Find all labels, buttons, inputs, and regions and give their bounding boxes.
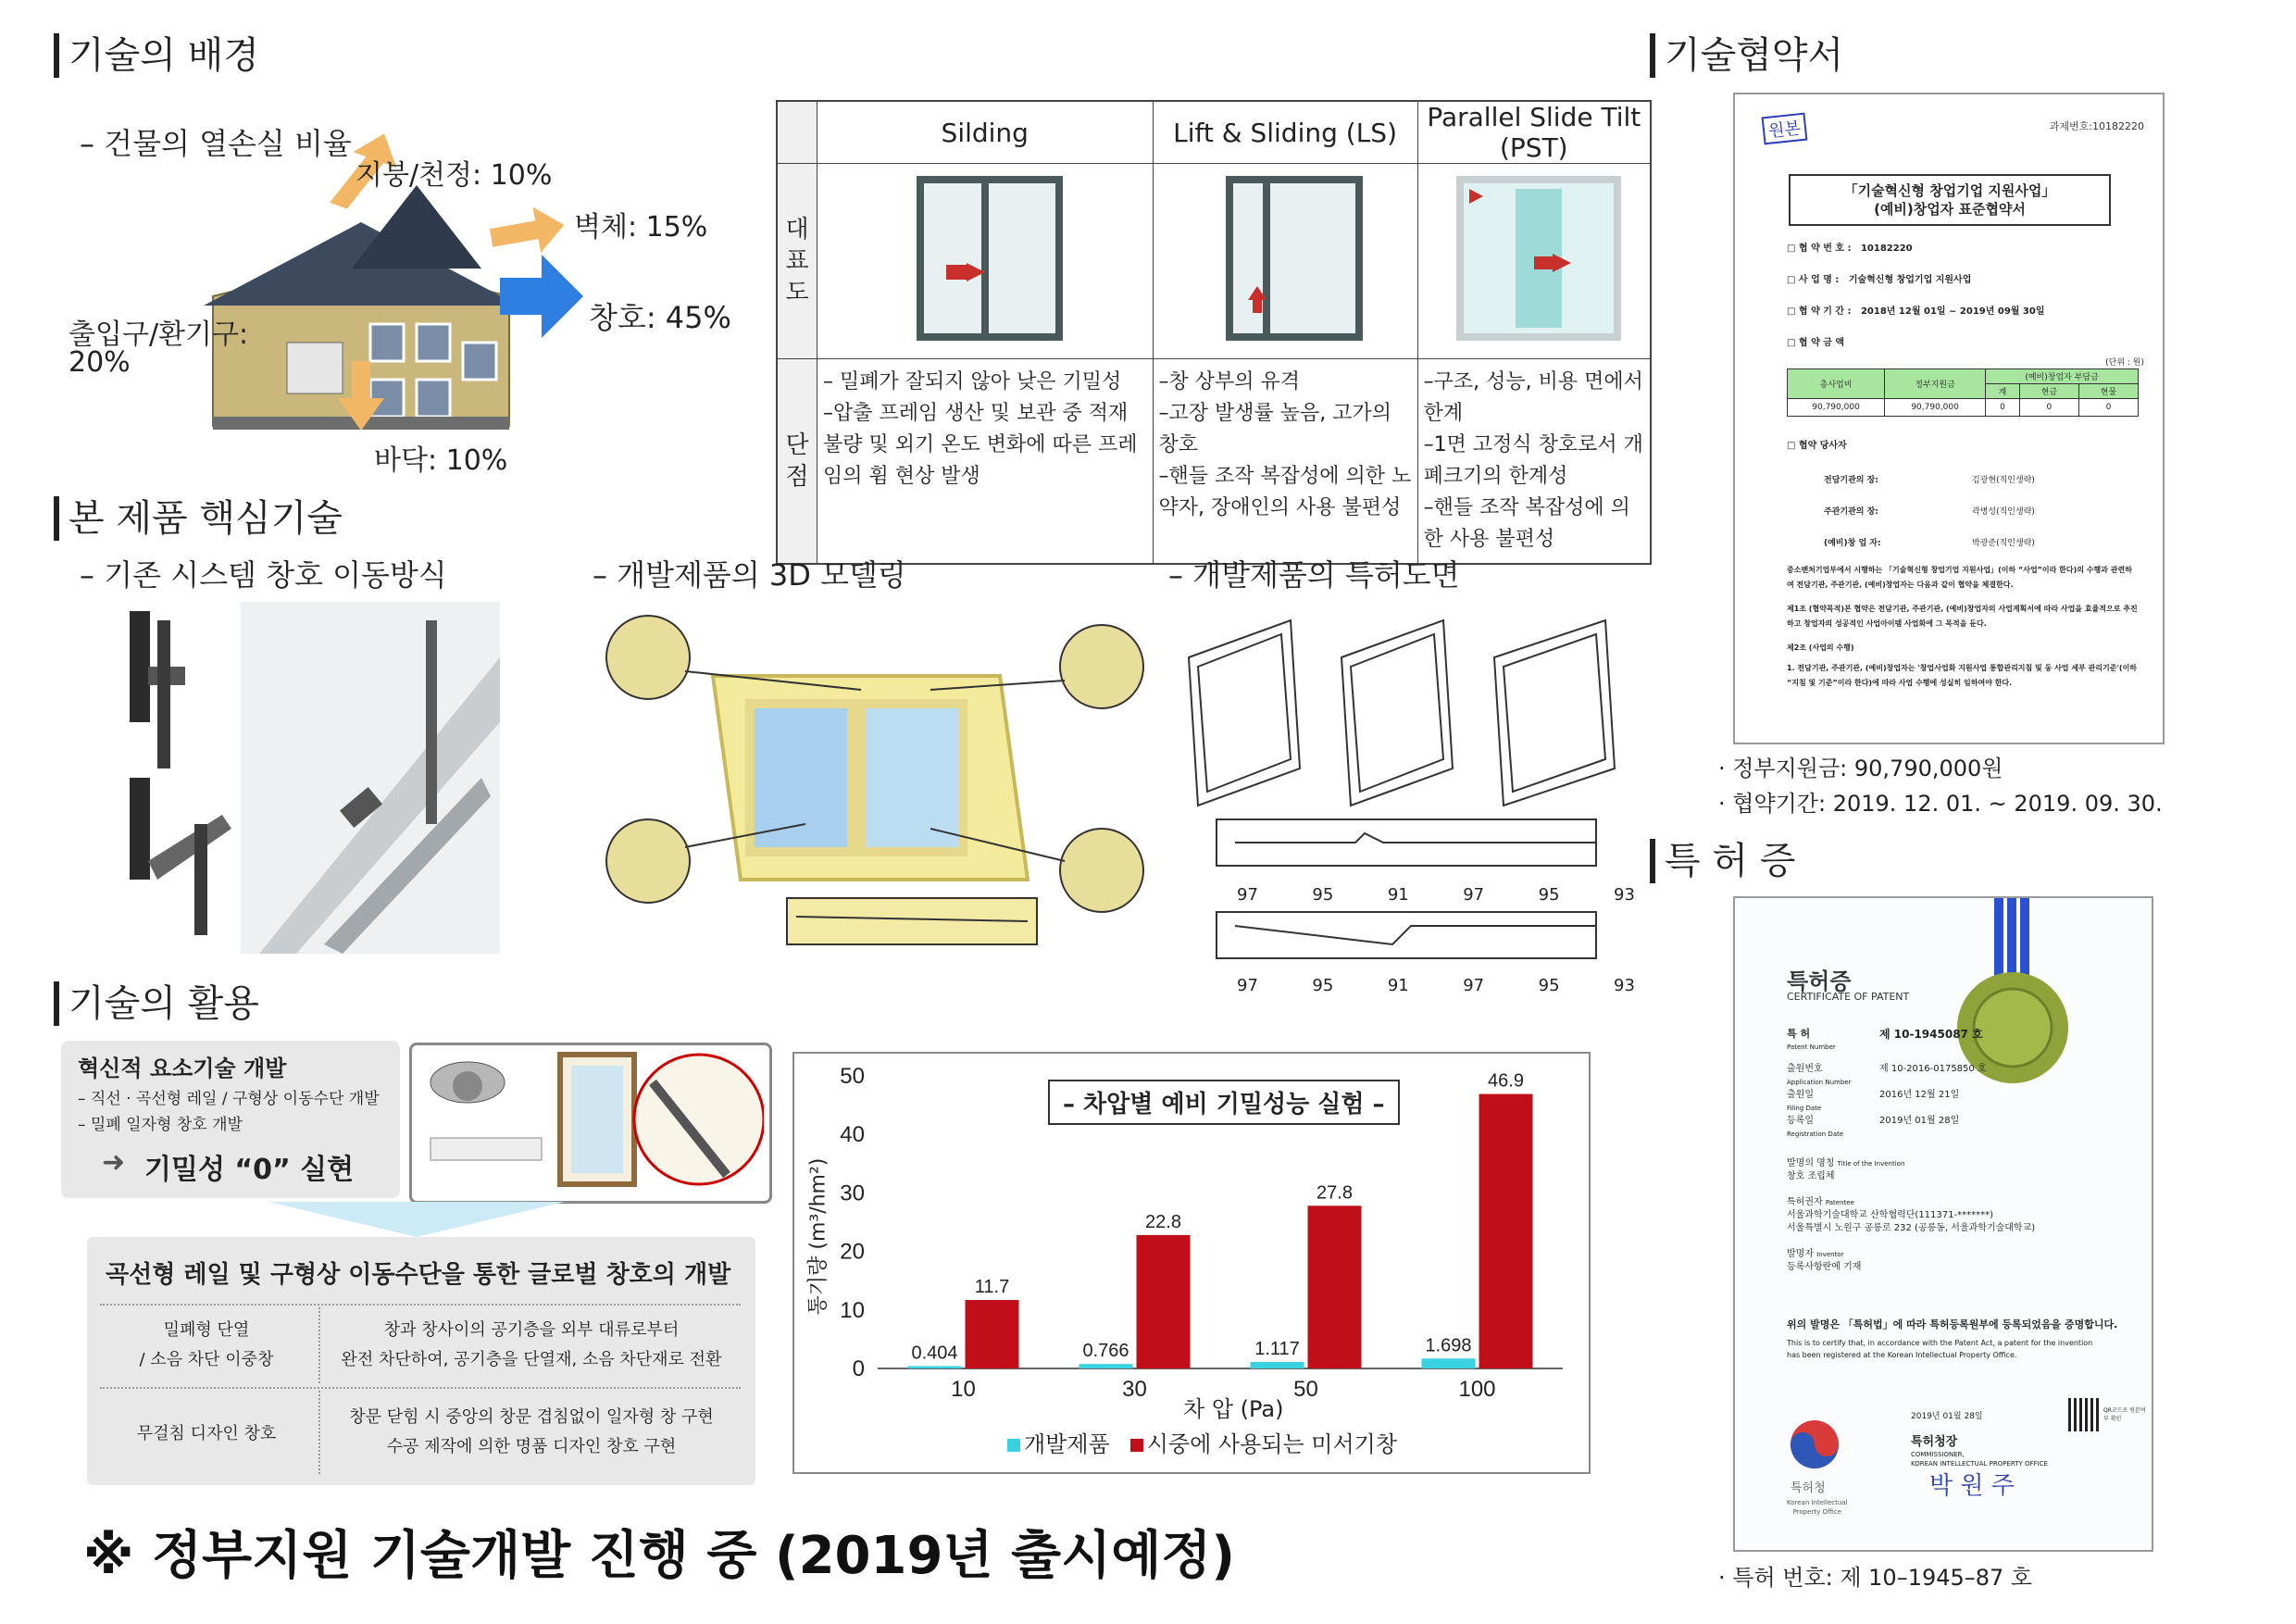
label-floor: 바닥: 10%	[374, 444, 508, 477]
comparison-table	[776, 100, 1652, 565]
data-label: 22.8	[1145, 1211, 1181, 1232]
issue-date: 2019년 01월 28일	[1911, 1412, 1983, 1421]
innovation-title: 혁신적 요소기술 개발	[78, 1056, 287, 1081]
party-label: (예비)창 업 자:	[1824, 539, 1881, 548]
cons-lift-sliding: –창 상부의 유격 –고장 발생률 높음, 고가의 창호 –핸들 조작 복잡성에 의한 노약자, 장애인의 사용 불편성	[1153, 359, 1417, 565]
row2-left: 무걸침 디자인 창호	[136, 1424, 277, 1443]
amount-header: 현물	[2078, 384, 2138, 399]
field-value: 서울특별시 노원구 공릉로 232 (공릉동, 서울과학기술대학교)	[1787, 1223, 2036, 1233]
amount-cell: 0	[2019, 399, 2078, 417]
x-tick-label: 100	[1458, 1377, 1496, 1402]
data-label: 46.9	[1488, 1070, 1524, 1092]
chart-ylabel: 통기량 (m³/hm²)	[806, 1157, 830, 1316]
development-title: 곡선형 레일 및 구형상 이동수단을 통한 글로벌 창호의 개발	[106, 1261, 731, 1289]
amount-header: 총사업비	[1788, 369, 1885, 399]
drawing-num: 95	[1538, 885, 1560, 905]
doc-fields	[1787, 233, 2045, 359]
row2-right: 창문 닫힘 시 중앙의 창문 겹침없이 일자형 창 구현 수공 제작에 의한 명품 디자인 창호 구현	[318, 1391, 742, 1474]
amount-header: 계	[1986, 384, 2020, 399]
3d-model-image	[602, 602, 1157, 972]
amount-cell: 0	[1986, 399, 2020, 417]
section-title-background: 기술의 배경	[54, 33, 259, 78]
drawing-numbers-bottom	[1237, 976, 1635, 995]
kipo-en-1: Korean Intellectual	[1787, 1499, 1848, 1506]
field-value: 제 10-2016-0175850 호	[1879, 1064, 1987, 1074]
innovation-result: 기밀성 “0” 실현	[144, 1154, 355, 1186]
field-label-en: Title of the Invention	[1837, 1160, 1905, 1168]
field-value: 등록사항란에 기재	[1787, 1262, 1862, 1272]
field-value: 2019년 01월 28일	[1879, 1116, 1960, 1126]
header-lift-sliding: Lift & Sliding (LS)	[1153, 101, 1417, 164]
amount-table	[1787, 369, 2139, 417]
x-tick-label: 30	[1122, 1377, 1147, 1402]
body-paragraph: 중소벤처기업부에서 시행하는 「기술혁신형 창업기업 지원사업」(이하 “사업”이라 한다)의 수행과 관련하여 전담기관, 주관기관, (예비)창업자는 다음과 같이 협약을 체결한다.	[1787, 566, 2132, 589]
existing-hardware-image	[111, 602, 518, 954]
field-label-en: Registration Date	[1787, 1131, 1844, 1138]
chart-xlabel: 차 압 (Pa)	[1183, 1396, 1284, 1422]
innovation-box	[61, 1041, 400, 1198]
doc-number: 과제번호:10182220	[2049, 120, 2144, 132]
amount-header: 정부지원금	[1885, 369, 1986, 399]
label-roof: 지붕/천정: 10%	[356, 159, 553, 192]
y-tick-label: 0	[852, 1356, 865, 1381]
header-pst: Parallel Slide Tilt (PST)	[1417, 101, 1651, 164]
field-label: 특허권자	[1787, 1197, 1823, 1207]
body-paragraph: 1. 전담기관, 주관기관, (예비)창업자는 '창업사업화 지원사업 통합관리지침 및 동 사업 세부 관리기준'(이하 “지침 및 기준”이라 한다)에 따라 사업 수행에 성실히 임하여야 한다.	[1787, 664, 2138, 687]
kipo-logo-icon	[1787, 1417, 1842, 1472]
footer-note: ※ 정부지원 기술개발 진행 중 (2019년 출시예정)	[83, 1526, 1236, 1586]
3d-model-subtitle: – 개발제품의 3D 모델링	[593, 557, 906, 593]
commissioner-en	[1911, 1450, 2048, 1468]
parties-label: □ 협약 당사자	[1787, 441, 1847, 451]
original-stamp: 원본	[1762, 113, 1808, 145]
x-tick-label: 50	[1293, 1377, 1318, 1402]
certify-ko: 위의 발명은 「특허법」에 따라 특허등록원부에 등록되었음을 증명합니다.	[1787, 1318, 2118, 1330]
pst-window-image	[1417, 164, 1651, 359]
amount-cell: 90,790,000	[1885, 399, 1986, 417]
commissioner-en-1: COMMISSIONER,	[1911, 1451, 1965, 1458]
field-value: 기술혁신형 창업기업 지원사업	[1848, 275, 1972, 285]
amount-header: (예비)창업자 부담금	[1986, 369, 2139, 384]
legend-swatch	[1130, 1439, 1143, 1452]
innovation-item-1: – 직선 · 곡선형 레일 / 구형상 이동수단 개발	[78, 1090, 380, 1108]
patent-title-en: CERTIFICATE OF PATENT	[1787, 991, 1910, 1003]
field-value: 10182220	[1860, 244, 1913, 254]
patent-title: 특허증	[1787, 968, 1852, 994]
section-title-agreement: 기술협약서	[1650, 33, 1843, 78]
patent-note: · 특허 번호: 제 10–1945–87 호	[1718, 1565, 2033, 1591]
development-box	[87, 1237, 755, 1485]
amount-cell: 90,790,000	[1788, 399, 1885, 417]
label-wall: 벽체: 15%	[574, 211, 708, 244]
label-vent-pct: 20%	[69, 346, 131, 379]
row-label-image: 대 표 도	[777, 164, 817, 359]
field-label-en: Application Number	[1787, 1079, 1852, 1086]
party-value: 곽병성(직인생략)	[1972, 507, 2035, 517]
drawing-num: 97	[1463, 885, 1485, 905]
field-label-en: Patentee	[1825, 1199, 1854, 1206]
drawing-num: 91	[1387, 885, 1409, 905]
bar-developed	[908, 1366, 962, 1368]
party-label: 전담기관의 장:	[1824, 476, 1878, 485]
commissioner: 특허청장	[1911, 1435, 1958, 1449]
drawing-num: 97	[1237, 885, 1258, 905]
kipo-name-en	[1787, 1498, 1848, 1517]
field-value: 2018년 12월 01일 ~ 2019년 09월 30일	[1860, 306, 2045, 317]
label-vent: 출입구/환기구:	[69, 319, 249, 351]
field-label: 출원일	[1787, 1090, 1814, 1100]
body-paragraph: 제1조 (협약목적)본 협약은 전담기관, 주관기관, (예비)창업자의 사업계획서에 따라 사업을 효율적으로 추진하고 창업자의 성공적인 사업아이템 사업화에 그 목적을 둔다.	[1787, 605, 2138, 628]
label-window: 창호: 45%	[589, 300, 731, 335]
y-tick-label: 50	[840, 1064, 865, 1089]
amount-cell: 0	[2078, 399, 2138, 417]
field-label: □ 협 약 금 액	[1787, 338, 1845, 348]
agreement-note-2: · 협약기간: 2019. 12. 01. ~ 2019. 09. 30.	[1718, 791, 2163, 817]
qr-note: QR코드로 원본여부 확인	[2103, 1407, 2146, 1422]
signature: 박 원 주	[1929, 1472, 2015, 1500]
unit-note: (단위 : 원)	[2105, 358, 2144, 368]
field-label: 등록일	[1787, 1116, 1814, 1126]
agreement-note-1: · 정부지원금: 90,790,000원	[1718, 756, 2003, 781]
kipo-en-2: Property Office	[1792, 1508, 1841, 1516]
field-label: 발명자	[1787, 1249, 1814, 1259]
bar-developed	[1422, 1358, 1476, 1368]
arrow-icon: ➜	[102, 1146, 126, 1179]
drawing-numbers-top	[1237, 885, 1635, 905]
header-sliding: Silding	[817, 101, 1154, 164]
certify-en-1: This is to certify that, in accordance with the Patent Act, a patent for the invention	[1787, 1339, 2093, 1347]
patent-fields	[1787, 1028, 2139, 1274]
data-label: 0.404	[911, 1343, 958, 1364]
drawing-num: 95	[1538, 976, 1560, 995]
drawing-num: 93	[1614, 885, 1635, 905]
agreement-body	[1787, 563, 2139, 691]
chart-legend	[1007, 1426, 1397, 1458]
patent-drawing-image	[1170, 593, 1642, 981]
lift-sliding-window-image	[1153, 164, 1417, 359]
doc-title-1: 「기술혁신형 창업기업 지원사업」	[1843, 182, 2056, 199]
row1-right: 창과 창사이의 공기층을 외부 대류로부터 완전 차단하여, 공기층을 단열재, 소음 차단재로 전환	[318, 1307, 742, 1383]
legend-swatch	[1007, 1439, 1020, 1452]
field-label: □ 협 약 번 호 :	[1787, 244, 1852, 254]
doc-title-2: (예비)창업자 표준협약서	[1874, 201, 2026, 218]
field-value: 2016년 12월 21일	[1879, 1090, 1960, 1100]
field-label: 출원번호	[1787, 1064, 1823, 1074]
x-tick-label: 10	[951, 1377, 976, 1402]
patent-certificate	[1733, 896, 2153, 1552]
field-value: 창호 조립체	[1787, 1171, 1835, 1181]
legend-label: 개발제품	[1024, 1431, 1110, 1457]
field-label: □ 사 업 명 :	[1787, 275, 1840, 285]
drawing-num: 97	[1463, 976, 1485, 995]
field-label-en: Inventor	[1816, 1251, 1844, 1258]
agreement-document	[1733, 93, 2165, 744]
sliding-window-image	[817, 164, 1154, 359]
body-paragraph: 제2조 (사업의 수행)	[1787, 643, 1854, 652]
bar-market	[966, 1300, 1019, 1368]
doc-title-box	[1789, 174, 2111, 226]
down-arrow	[268, 1202, 565, 1239]
bar-developed	[1251, 1362, 1304, 1368]
section-title-usage: 기술의 활용	[54, 981, 259, 1026]
cons-pst: –구조, 성능, 비용 면에서 한계 –1면 고정식 창호로서 개폐크기의 한계성 –핸들 조작 복잡성에 의한 사용 불편성	[1417, 359, 1651, 565]
field-label: □ 협 약 기 간 :	[1787, 306, 1852, 317]
drawing-num: 95	[1312, 976, 1334, 995]
bar-market	[1308, 1206, 1362, 1368]
field-label-en: Patent Number	[1787, 1043, 1836, 1051]
amount-header: 현금	[2019, 384, 2078, 399]
bar-developed	[1079, 1364, 1133, 1368]
heat-loss-subtitle: – 건물의 열손실 비율	[80, 126, 352, 161]
party-value: 김광현(직인생략)	[1972, 476, 2035, 485]
parties	[1787, 465, 2139, 559]
legend-item-market	[1130, 1426, 1397, 1458]
certify-en-2: has been registered at the Korean Intellectual Property Office.	[1787, 1351, 2017, 1359]
drawing-num: 91	[1387, 976, 1409, 995]
bar-market	[1137, 1235, 1191, 1368]
patent-drawing-subtitle: – 개발제품의 특허도면	[1168, 557, 1460, 593]
y-tick-label: 30	[840, 1181, 865, 1206]
data-label: 11.7	[974, 1277, 1010, 1298]
kipo-name: 특허청	[1791, 1481, 1826, 1495]
commissioner-en-2: KOREAN INTELLECTUAL PROPERTY OFFICE	[1911, 1460, 2048, 1468]
data-label: 1.698	[1425, 1335, 1472, 1356]
legend-label: 시중에 사용되는 미서기창	[1146, 1431, 1398, 1457]
drawing-num: 93	[1614, 976, 1635, 995]
drawing-num: 97	[1237, 976, 1258, 995]
party-value: 박광준(직인생략)	[1972, 539, 2035, 548]
bar-market	[1479, 1094, 1533, 1368]
data-label: 1.117	[1254, 1338, 1300, 1359]
party-label: 주관기관의 장:	[1824, 507, 1878, 517]
airtightness-chart	[792, 1052, 1591, 1474]
section-title-core: 본 제품 핵심기술	[54, 496, 343, 541]
row-label-cons: 단 점	[777, 359, 817, 565]
field-value: 서울과학기술대학교 산학협력단(111371-*******)	[1787, 1210, 1994, 1220]
usage-images	[409, 1043, 772, 1204]
legend-item-developed	[1007, 1426, 1110, 1458]
chart-title: – 차압별 예비 기밀성능 실험 –	[1048, 1080, 1400, 1125]
patent-number: 제 10-1945087 호	[1879, 1028, 1983, 1041]
y-tick-label: 10	[840, 1297, 865, 1323]
existing-system-subtitle: – 기존 시스템 창호 이동방식	[80, 557, 447, 593]
field-label: 특 허	[1787, 1028, 1811, 1040]
field-label-en: Filing Date	[1787, 1105, 1822, 1112]
y-tick-label: 20	[840, 1239, 865, 1265]
qr-code-icon	[2068, 1398, 2102, 1431]
data-label: 0.766	[1082, 1341, 1129, 1362]
data-label: 27.8	[1316, 1182, 1353, 1204]
certify-en	[1787, 1337, 2139, 1361]
table-corner	[777, 101, 817, 164]
cons-sliding: – 밀폐가 잘되지 않아 낮은 기밀성 –압출 프레임 생산 및 보관 중 적재 불량 및 외기 온도 변화에 따른 프레임의 휨 현상 발생	[817, 359, 1154, 565]
y-tick-label: 40	[840, 1122, 865, 1148]
field-label: 발명의 명칭	[1787, 1158, 1835, 1168]
innovation-item-2: – 밀폐 일자형 창호 개발	[78, 1116, 243, 1134]
row1-left: 밀폐형 단열 / 소음 차단 이중창	[139, 1320, 274, 1369]
section-title-patent: 특 허 증	[1650, 839, 1795, 883]
drawing-num: 95	[1312, 885, 1334, 905]
